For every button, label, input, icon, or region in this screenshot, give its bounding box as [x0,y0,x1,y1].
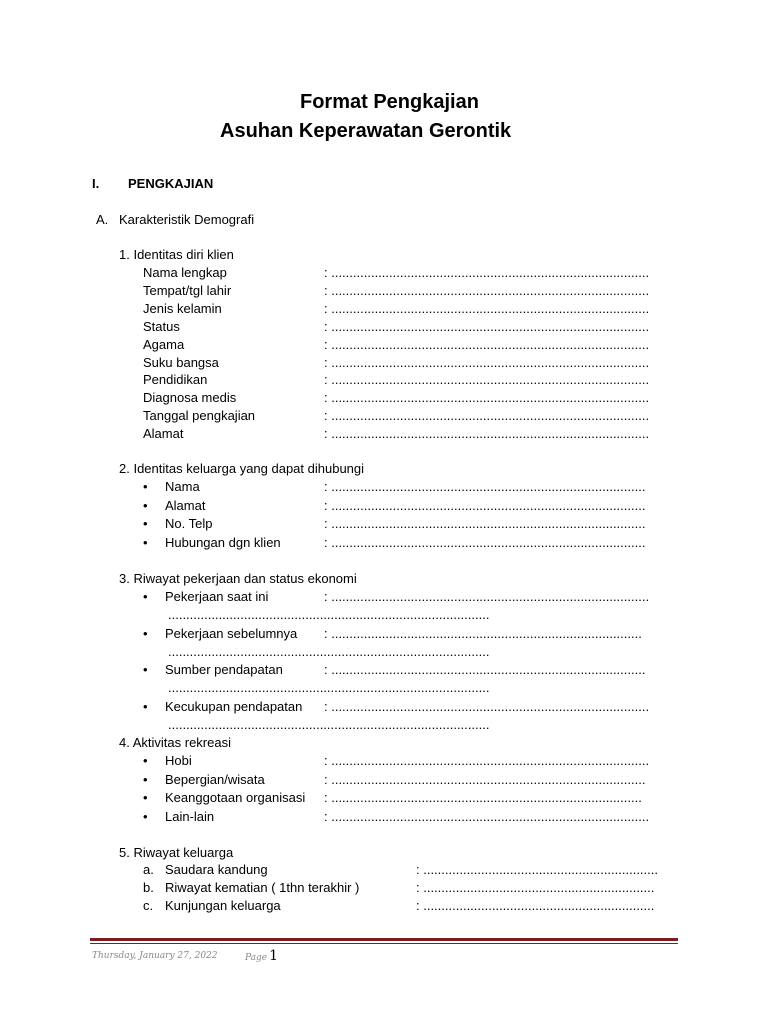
field-label: Keanggotaan organisasi [165,790,306,806]
field-label: Agama [143,336,185,352]
field-value: : ....................................................................................... [324,516,646,532]
field-label: Nama lengkap [143,265,227,280]
heading-identitas-keluarga: 2. Identitas keluarga yang dapat dihubungi [119,461,365,476]
field-value: : ........................................................................................ [324,408,650,424]
field-label: Pendidikan [143,372,208,388]
title-line-2: Asuhan Keperawatan Gerontik [220,120,512,142]
field-value: : ........................................................................................ [324,336,650,352]
subsection-title: Karakteristik Demografi [119,212,255,227]
heading-riwayat-pekerjaan: 3. Riwayat pekerjaan dan status ekonomi [119,571,357,586]
field-continuation: ......................................................................................... [168,680,490,695]
field-label: Kunjungan keluarga [165,898,281,914]
footer-page-label: Page [245,953,268,963]
title-line-1: Format Pengkajian [300,91,479,113]
footer-rule-thick [90,938,678,941]
field-label: Pekerjaan sebelumnya [165,625,298,641]
footer-page [245,948,278,964]
bullet-icon: • [143,662,148,677]
field-value: : ................................................................ [416,898,655,914]
field-label: Hubungan dgn klien [165,535,281,551]
bullet-icon: • [143,497,148,513]
field-value: : ........................................................................................ [324,318,650,334]
field-continuation: ......................................................................................... [168,607,490,622]
field-label: Status [143,318,180,334]
bullet-icon: • [143,753,148,768]
field-value: : ........................................................................................ [324,354,650,370]
field-value: : ....................................................................................... [324,535,646,551]
field-value: : ....................................................................................... [324,479,646,494]
field-letter: c. [143,898,154,914]
section-number: I. [92,176,100,191]
field-continuation: ......................................................................................... [168,643,490,659]
field-label: Jenis kelamin [143,300,222,316]
footer-page-number: 1 [269,948,279,964]
field-label: No. Telp [165,516,213,532]
field-label: Riwayat kematian ( 1thn terakhir ) [165,880,360,896]
field-label: Saudara kandung [165,862,268,877]
field-label: Nama [165,479,200,494]
field-label: Diagnosa medis [143,390,237,406]
field-value: : ........................................................................................ [324,698,650,714]
field-value: : ........................................................................................ [324,589,650,604]
field-value: : ....................................................................................... [324,497,646,513]
field-value: : ........................................................................................ [324,300,650,316]
field-label: Suku bangsa [143,354,219,370]
subsection-letter: A. [96,212,109,227]
heading-aktivitas-rekreasi: 4. Aktivitas rekreasi [119,735,231,750]
bullet-icon: • [143,809,148,825]
bullet-icon: • [143,771,148,787]
field-letter: b. [143,880,154,896]
field-label: Hobi [165,753,192,768]
field-continuation: ......................................................................................... [168,716,490,732]
field-value: : ........................................................................................ [324,426,650,442]
field-value: : ................................................................. [416,862,658,877]
bullet-icon: • [143,516,148,532]
field-value: : ........................................................................................ [324,372,650,388]
field-value: : ................................................................ [416,880,655,896]
bullet-icon: • [143,625,148,641]
field-value: : ...................................................................................... [324,625,642,641]
field-value: : ........................................................................................ [324,753,650,768]
field-label: Tanggal pengkajian [143,408,256,424]
field-label: Lain-lain [165,809,215,825]
field-label: Alamat [143,426,184,442]
bullet-icon: • [143,589,148,604]
field-label: Sumber pendapatan [165,662,283,677]
section-title: PENGKAJIAN [128,176,214,191]
field-value: : ....................................................................................... [324,662,646,677]
heading-riwayat-keluarga: 5. Riwayat keluarga [119,845,234,860]
field-label: Pekerjaan saat ini [165,589,269,604]
footer-rule-thin [90,943,678,944]
field-value: : ...................................................................................... [324,790,642,806]
field-label: Alamat [165,497,206,513]
field-value: : ........................................................................................ [324,809,650,825]
footer-date: Thursday, January 27, 2022 [92,951,218,961]
field-value: : ........................................................................................ [324,282,650,298]
bullet-icon: • [143,698,148,714]
field-letter: a. [143,862,154,877]
bullet-icon: • [143,535,148,551]
field-label: Bepergian/wisata [165,771,265,787]
field-value: : ........................................................................................ [324,265,650,280]
field-value: : ........................................................................................ [324,390,650,406]
field-value: : ....................................................................................... [324,771,646,787]
bullet-icon: • [143,790,148,806]
heading-identitas-klien: 1. Identitas diri klien [119,247,234,262]
bullet-icon: • [143,479,148,494]
field-label: Tempat/tgl lahir [143,282,232,298]
field-label: Kecukupan pendapatan [165,698,303,714]
